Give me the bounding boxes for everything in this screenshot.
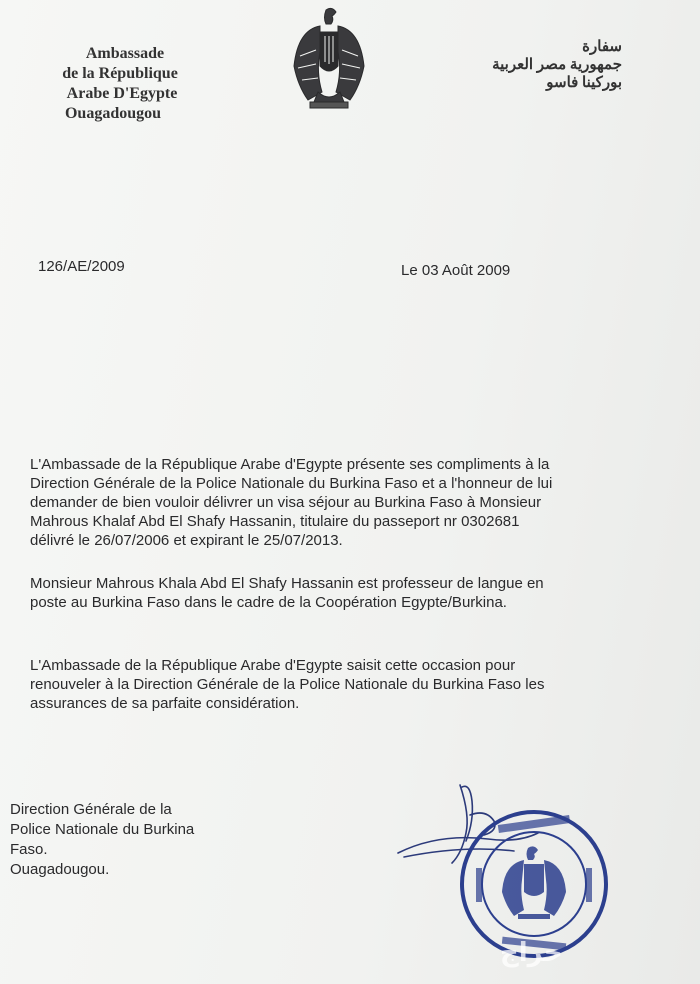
text-line: poste au Burkina Faso dans le cadre de la Coopération Egypte/Burkina.	[30, 594, 507, 611]
text-line: L'Ambassade de la République Arabe d'Egypte présente ses compliments à la	[30, 456, 550, 473]
text-line: Monsieur Mahrous Khala Abd El Shafy Hassanin est professeur de langue en	[30, 575, 544, 592]
text-line: délivré le 26/07/2006 et expirant le 25/07/2013.	[30, 532, 343, 549]
text-line: Mahrous Khalaf Abd El Shafy Hassanin, titulaire du passeport nr 0302681	[30, 513, 520, 530]
embassy-header-french	[30, 44, 210, 124]
header-line: de la République	[62, 65, 178, 82]
addressee-line: Ouagadougou.	[10, 861, 110, 878]
embassy-header-arabic	[492, 38, 622, 92]
text-line: demander de bien vouloir délivrer un visa séjour au Burkina Faso à Monsieur	[30, 494, 542, 511]
addressee-line: Direction Générale de la	[10, 801, 172, 818]
eagle-emblem-icon	[290, 6, 368, 112]
header-line: بوركينا فاسو	[546, 75, 622, 91]
text-line: Direction Générale de la Police Nationale du Burkina Faso et a l'honneur de lui	[30, 475, 553, 492]
paragraph-closing	[30, 656, 672, 713]
header-line: جمهورية مصر العربية	[492, 57, 622, 73]
reference-number: 126/AE/2009	[38, 258, 125, 275]
text-line: L'Ambassade de la République Arabe d'Egypte saisit cette occasion pour	[30, 657, 516, 674]
letter-date: Le 03 Août 2009	[401, 262, 511, 279]
addressee-line: Faso.	[10, 841, 48, 858]
addressee-block	[10, 800, 194, 880]
watermark: حراج	[500, 938, 563, 968]
header-line: Ouagadougou	[64, 105, 162, 122]
addressee-line: Police Nationale du Burkina	[10, 821, 195, 838]
paragraph-description	[30, 574, 672, 612]
header-line: Ambassade	[85, 45, 165, 62]
text-line: renouveler à la Direction Générale de la Police Nationale du Burkina Faso les	[30, 676, 545, 693]
header-line: سفارة	[582, 39, 622, 55]
paragraph-request	[30, 455, 672, 550]
header-line: Arabe D'Egypte	[66, 85, 178, 102]
text-line: assurances de sa parfaite considération.	[30, 695, 300, 712]
